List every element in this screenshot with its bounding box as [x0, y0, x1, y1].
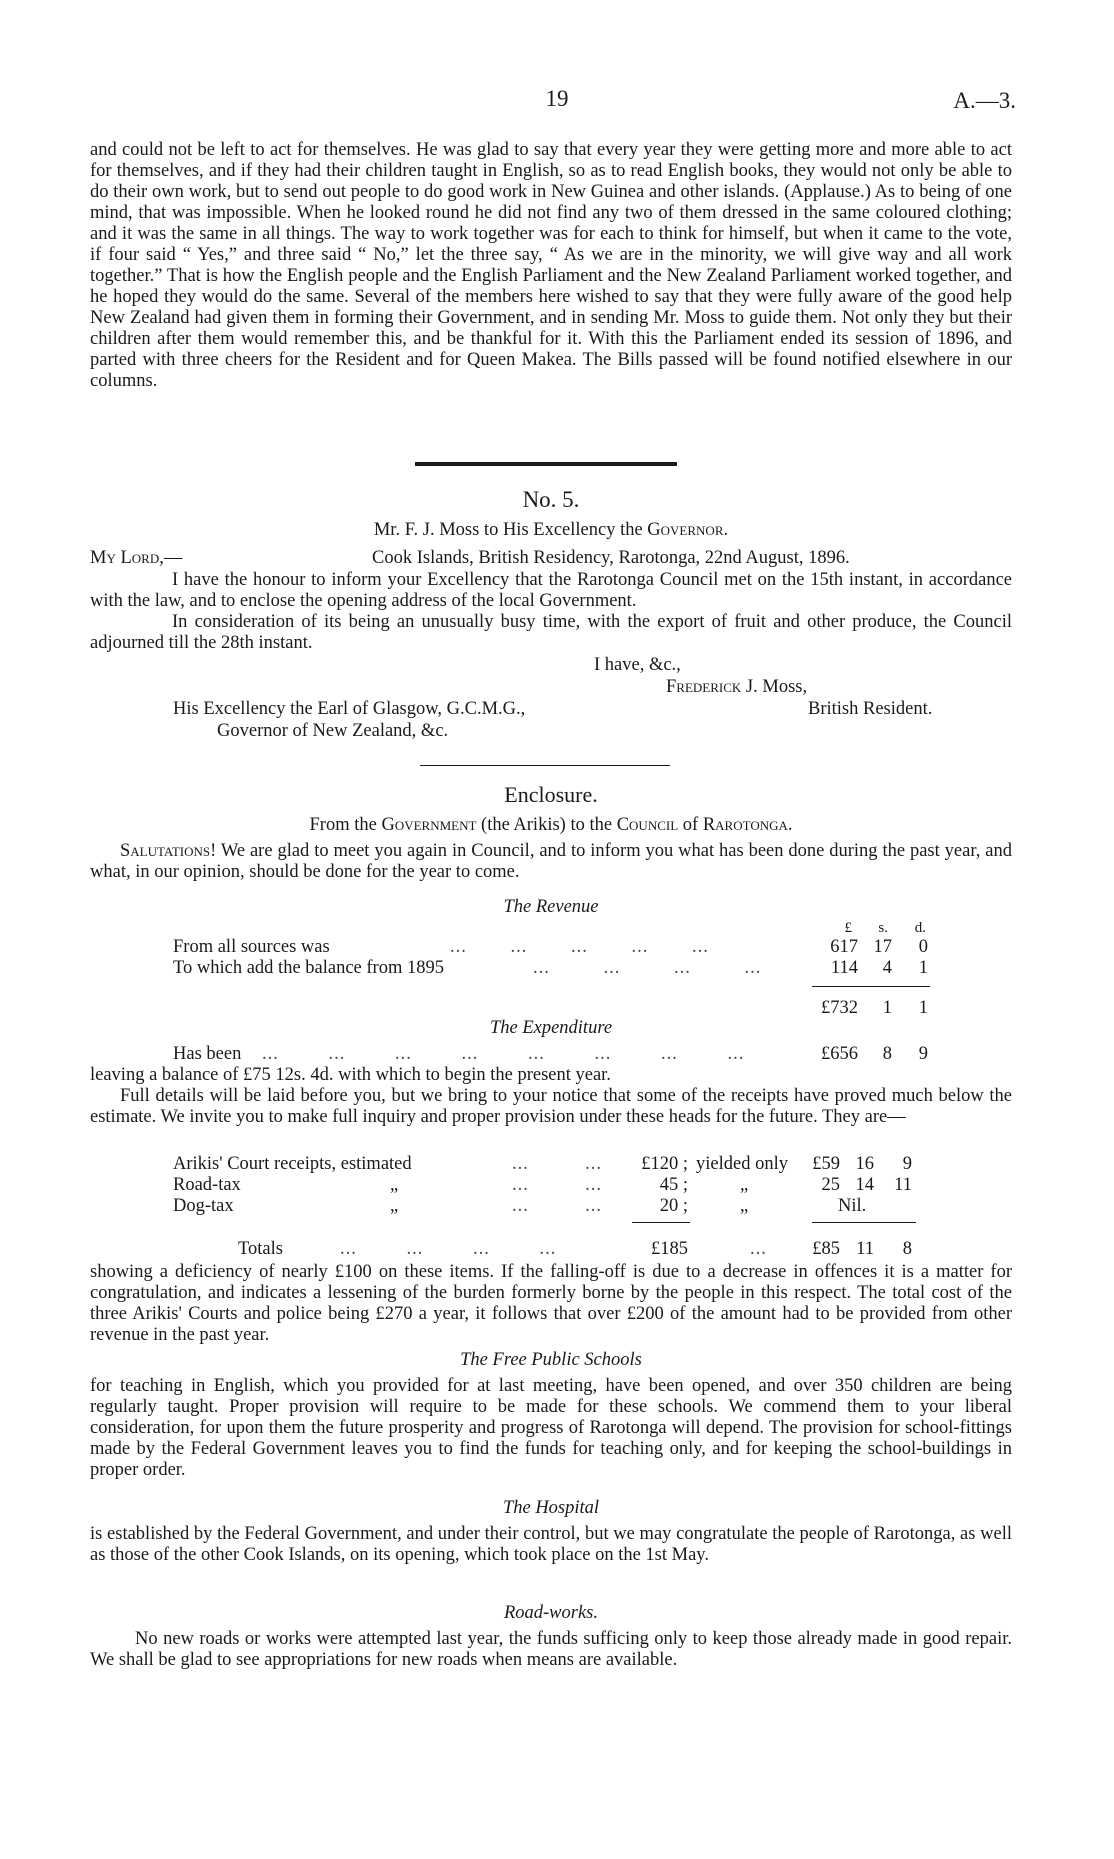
- expenditure-leader: ... ... ... ... ... ... ... ...: [262, 1044, 745, 1064]
- receipts-totals-shillings: 11: [856, 1239, 874, 1259]
- receipt-row-3-estimate: 20 ;: [659, 1196, 688, 1216]
- revenue-total-pence: 1: [918, 998, 928, 1018]
- expenditure-label: Has been: [173, 1044, 242, 1064]
- salutations-paragraph: Salutations! We are glad to meet you again in Council, and to inform you what has been done during the past year, and what, in our opinion, should be done for the year to come.: [90, 841, 1012, 882]
- page-number: 19: [545, 86, 569, 111]
- receipt-row-2-ditto-yield: „: [740, 1175, 749, 1195]
- section-divider-thin: [420, 765, 670, 766]
- document-reference: A.—3.: [953, 88, 1016, 113]
- revenue-heading: The Revenue: [503, 897, 599, 917]
- receipt-row-1-estimate: £120 ;: [641, 1154, 688, 1174]
- receipt-row-3-label: Dog-tax: [173, 1196, 234, 1216]
- enclosure-title: Enclosure.: [504, 782, 598, 807]
- receipt-row-2-ditto: „: [390, 1175, 399, 1195]
- roads-heading: Road-works.: [503, 1603, 599, 1623]
- hospital-paragraph: is established by the Federal Government, and under their control, but we may congratulate the people of Rarotonga, as well as those of the other Cook Islands, on its opening, which took place on the 1st May.: [90, 1524, 1012, 1565]
- receipts-yield-rule: [812, 1222, 916, 1223]
- receipt-row-3-ditto: „: [390, 1196, 399, 1216]
- signer-title: British Resident.: [808, 699, 933, 719]
- receipts-totals-label: Totals: [238, 1239, 283, 1259]
- enclosure-from: From the Government (the Arikis) to the Council of Rarotonga.: [309, 815, 793, 835]
- receipts-totals-leader: ... ... ... ...: [340, 1239, 557, 1259]
- schools-section: [90, 1376, 1012, 1481]
- details-paragraph: Full details will be laid before you, but we bring to your notice that some of the receipts have proved much below the estimate. We invite you to make full inquiry and proper provision under these heads for the future. They are—: [90, 1086, 1012, 1127]
- letter-paragraph-2: In consideration of its being an unusually busy time, with the export of fruit and other produce, the Council adjourned till the 28th instant.: [90, 612, 1012, 653]
- letter-closing: I have, &c.,: [594, 655, 681, 675]
- receipt-row-2-leader: ... ...: [512, 1175, 602, 1195]
- receipts-totals-leader-2: ...: [750, 1239, 767, 1259]
- continuation-section: [90, 140, 1012, 392]
- salutation: My Lord,—: [90, 548, 183, 568]
- roads-section: [90, 1629, 1012, 1671]
- expenditure-pounds: £656: [821, 1044, 858, 1064]
- revenue-sum-rule: [812, 986, 930, 987]
- revenue-row-2-pence: 1: [918, 958, 928, 978]
- receipts-totals-pounds: £85: [812, 1239, 840, 1259]
- revenue-total-shillings: 1: [882, 998, 892, 1018]
- letter-subtitle: Mr. F. J. Moss to His Excellency the Governor.: [373, 520, 729, 540]
- receipt-row-2-pence: 11: [894, 1175, 912, 1195]
- letter-body: [90, 570, 1012, 654]
- revenue-row-2-label: To which add the balance from 1895: [173, 958, 444, 978]
- letter-paragraph-1: I have the honour to inform your Excellency that the Rarotonga Council met on the 15th instant, in accordance with the law, and to enclose the opening address of the local Government.: [90, 570, 1012, 611]
- receipts-estimate-rule: [632, 1222, 690, 1223]
- receipt-row-1-label: Arikis' Court receipts, estimated: [173, 1154, 412, 1174]
- revenue-row-1-pounds: 617: [830, 937, 858, 957]
- balance-line: leaving a balance of £75 12s. 4d. with which to begin the present year.: [90, 1065, 611, 1085]
- revenue-row-2-leader: ... ... ... ...: [533, 958, 762, 978]
- schools-heading: The Free Public Schools: [460, 1350, 642, 1370]
- receipt-row-2-shillings: 14: [855, 1175, 874, 1195]
- revenue-row-2-shillings: 4: [882, 958, 892, 978]
- receipt-row-2-label: Road-tax: [173, 1175, 241, 1195]
- roads-paragraph: No new roads or works were attempted last year, the funds sufficing only to keep those already made in good repair. We shall be glad to see appropriations for new roads when means are available.: [90, 1629, 1012, 1670]
- receipt-row-1-pence: 9: [902, 1154, 912, 1174]
- deficiency-paragraph: showing a deficiency of nearly £100 on these items. If the falling-off is due to a decrease in offences it is a matter for congratulation, and indicates a lessening of the burden formerly borne by the people in this respect. The total cost of the three Arikis' Courts and police being £270 a year, it follows that over £200 of the amount had to be provided from other revenue in the past year.: [90, 1262, 1012, 1345]
- schools-paragraph: for teaching in English, which you provided for at last meeting, have been opened, and over 350 children are being regularly taught. Proper provision will require to be made for these schools. We commend them to your liberal consideration, for upon them the future prosperity and progress of Rarotonga will depend. The provision for school-fittings made by the Federal Government leaves you to find the funds for teaching only, and for keeping the school-buildings in proper order.: [90, 1376, 1012, 1480]
- balance-section: [90, 1065, 1012, 1128]
- col-pounds-header: £: [844, 920, 852, 936]
- receipt-row-1-shillings: 16: [855, 1154, 874, 1174]
- hospital-heading: The Hospital: [502, 1498, 600, 1518]
- receipt-row-3-leader: ... ...: [512, 1196, 602, 1216]
- hospital-section: [90, 1524, 1012, 1566]
- letter-signer: Frederick J. Moss,: [666, 677, 808, 697]
- receipt-row-3-ditto-yield: „: [740, 1196, 749, 1216]
- deficiency-section: [90, 1262, 1012, 1346]
- section-divider-heavy: [415, 462, 677, 466]
- revenue-row-1-shillings: 17: [873, 937, 892, 957]
- receipt-row-1-yield-label: yielded only: [696, 1154, 788, 1174]
- receipt-row-1-leader: ... ...: [512, 1154, 602, 1174]
- continuation-paragraph: and could not be left to act for themselves. He was glad to say that every year they were getting more and more able to act for themselves, and if they had their children taught in English, so as to read English books, they would not only be able to do their own work, but to send out people to do good work in New Guinea and other islands. (Applause.) As to being of one mind, that was impossible. When he looked round he did not find any two of them dressed in the same coloured clothing; and it was the same in all things. The way to work together was for each to think for himself, but when it came to the vote, if four said “ Yes,” and three said “ No,” let the three say, “ As we are in the minority, we will give way and all work together.” That is how the English people and the English Parliament and the New Zealand Parliament worked together, and he hoped they would do the same. Several of the members here wished to say that they were fully aware of the good help New Zealand had given them in forming their Government, and in sending Mr. Moss to guide them. Not only they but their children after them would remember this, and be thankful for it. With this the Parliament ended its session of 1896, and parted with three cheers for the Resident and for Queen Makea. The Bills passed will be found notified elsewhere in our columns.: [90, 140, 1012, 391]
- revenue-row-2-pounds: 114: [830, 958, 858, 978]
- revenue-row-1-label: From all sources was: [173, 937, 330, 957]
- col-shillings-header: s.: [878, 920, 888, 936]
- col-pence-header: d.: [914, 920, 926, 936]
- receipts-totals-estimate: £185: [651, 1239, 688, 1259]
- revenue-row-1-pence: 0: [918, 937, 928, 957]
- receipt-row-1-pounds: £59: [812, 1154, 840, 1174]
- addressee-line-2: Governor of New Zealand, &c.: [217, 721, 449, 741]
- expenditure-pence: 9: [918, 1044, 928, 1064]
- expenditure-shillings: 8: [882, 1044, 892, 1064]
- receipt-row-2-estimate: 45 ;: [659, 1175, 688, 1195]
- receipt-row-3-yield: Nil.: [838, 1196, 867, 1216]
- place-date: Cook Islands, British Residency, Rarotonga, 22nd August, 1896.: [372, 548, 850, 568]
- expenditure-heading: The Expenditure: [489, 1018, 613, 1038]
- addressee-line-1: His Excellency the Earl of Glasgow, G.C.M.G.,: [173, 699, 526, 719]
- revenue-row-1-leader: ... ... ... ... ...: [450, 937, 709, 957]
- receipts-totals-pence: 8: [902, 1239, 912, 1259]
- revenue-total-pounds: £732: [821, 998, 858, 1018]
- receipt-row-2-pounds: 25: [821, 1175, 840, 1195]
- letter-number: No. 5.: [522, 487, 580, 512]
